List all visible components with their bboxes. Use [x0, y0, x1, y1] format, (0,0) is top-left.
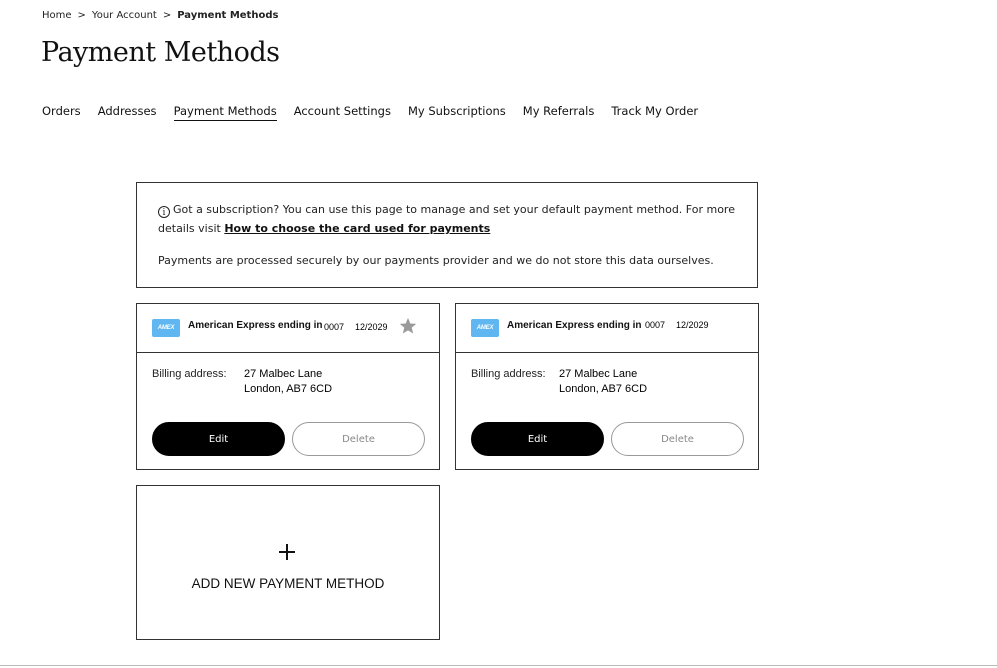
amex-logo-icon: AMEX — [471, 319, 499, 337]
edit-button[interactable]: Edit — [471, 422, 604, 456]
tab-addresses[interactable]: Addresses — [97, 104, 157, 118]
breadcrumb-home[interactable]: Home — [42, 10, 72, 21]
security-note: Payments are processed securely by our payments provider and we do not store this data ourselves. — [158, 254, 714, 267]
billing-address — [559, 367, 647, 397]
card-number: 0007 — [645, 320, 666, 330]
add-payment-method-button[interactable] — [136, 485, 440, 640]
tab-payment-methods[interactable]: Payment Methods — [174, 104, 277, 121]
breadcrumb — [42, 10, 278, 21]
amex-logo-icon: AMEX — [152, 319, 180, 337]
star-icon[interactable] — [399, 317, 417, 335]
card-description: American Express ending in — [507, 320, 642, 331]
tab-my-referrals[interactable]: My Referrals — [522, 104, 595, 118]
address-line1: 27 Malbec Lane — [244, 368, 323, 380]
address-line1: 27 Malbec Lane — [559, 368, 638, 380]
tab-account-settings[interactable]: Account Settings — [293, 104, 391, 118]
card-description: American Express ending in — [188, 320, 323, 331]
payment-card — [455, 303, 759, 470]
breadcrumb-your-account[interactable]: Your Account — [91, 10, 157, 21]
divider — [0, 665, 997, 666]
info-text: Got a subscription? You can use this page to manage and set your default payment method. For more details visit — [158, 203, 735, 235]
address-line2: London, AB7 6CD — [244, 383, 333, 395]
billing-address — [244, 367, 332, 397]
account-tabs — [42, 104, 698, 121]
tab-orders[interactable]: Orders — [42, 104, 81, 118]
address-line2: London, AB7 6CD — [559, 383, 648, 395]
delete-button[interactable]: Delete — [292, 422, 425, 456]
card-body — [137, 353, 439, 470]
delete-button[interactable]: Delete — [611, 422, 744, 456]
card-body — [456, 353, 758, 470]
breadcrumb-current: Payment Methods — [177, 10, 279, 21]
breadcrumb-separator: > — [77, 10, 86, 21]
info-box — [136, 182, 758, 288]
card-expiry: 12/2029 — [355, 322, 388, 332]
payment-card — [136, 303, 440, 470]
edit-button[interactable]: Edit — [152, 422, 285, 456]
tab-track-my-order[interactable]: Track My Order — [611, 104, 699, 118]
page-title: Payment Methods — [41, 37, 280, 68]
info-message — [158, 200, 737, 238]
card-expiry: 12/2029 — [676, 320, 709, 330]
info-icon: i — [158, 206, 170, 218]
plus-icon — [278, 543, 296, 561]
card-number: 0007 — [324, 322, 345, 332]
billing-label: Billing address: — [471, 368, 546, 380]
card-header — [137, 304, 439, 353]
payment-help-link[interactable]: How to choose the card used for payments — [224, 222, 491, 235]
breadcrumb-separator: > — [162, 10, 172, 21]
billing-label: Billing address: — [152, 368, 227, 380]
card-header — [456, 304, 758, 353]
tab-my-subscriptions[interactable]: My Subscriptions — [407, 104, 506, 118]
add-payment-method-label: ADD NEW PAYMENT METHOD — [191, 576, 385, 591]
